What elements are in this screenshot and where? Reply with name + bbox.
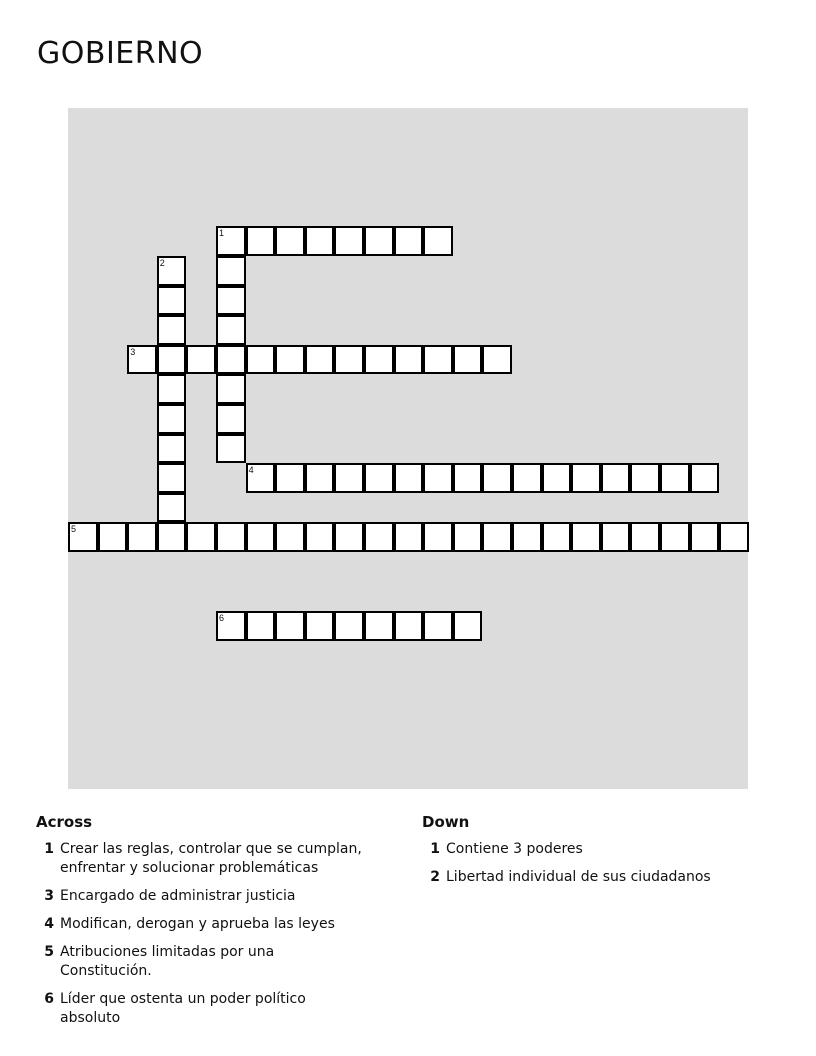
clue-number: 6 — [44, 991, 54, 1007]
crossword-cell[interactable] — [216, 345, 246, 375]
crossword-cell[interactable] — [68, 522, 98, 552]
crossword-cell[interactable] — [423, 611, 453, 641]
crossword-cell[interactable] — [364, 345, 394, 375]
crossword-cell[interactable] — [660, 463, 690, 493]
clue-down-1 — [422, 840, 752, 859]
crossword-cell[interactable] — [305, 611, 335, 641]
crossword-cell[interactable] — [216, 256, 246, 286]
crossword-cell[interactable] — [394, 611, 424, 641]
crossword-cell[interactable] — [690, 463, 720, 493]
crossword-cell[interactable] — [394, 522, 424, 552]
crossword-cell[interactable] — [334, 345, 364, 375]
cell-number: 2 — [159, 258, 165, 268]
crossword-cell[interactable] — [157, 345, 187, 375]
crossword-cell[interactable] — [216, 226, 246, 256]
crossword-cell[interactable] — [305, 463, 335, 493]
crossword-cell[interactable] — [246, 463, 276, 493]
clue-across-4 — [36, 915, 366, 934]
crossword-cell[interactable] — [216, 374, 246, 404]
crossword-cell[interactable] — [216, 404, 246, 434]
crossword-cell[interactable] — [334, 463, 364, 493]
crossword-cell[interactable] — [364, 463, 394, 493]
crossword-cell[interactable] — [364, 522, 394, 552]
crossword-cell[interactable] — [157, 404, 187, 434]
crossword-cell[interactable] — [246, 226, 276, 256]
clue-text: Contiene 3 poderes — [446, 841, 583, 857]
crossword-cell[interactable] — [512, 463, 542, 493]
crossword-cell[interactable] — [630, 463, 660, 493]
crossword-cell[interactable] — [482, 522, 512, 552]
crossword-cell[interactable] — [453, 611, 483, 641]
crossword-cell[interactable] — [216, 611, 246, 641]
crossword-cell[interactable] — [275, 522, 305, 552]
crossword-cell[interactable] — [364, 226, 394, 256]
crossword-cell[interactable] — [216, 286, 246, 316]
crossword-cell[interactable] — [334, 611, 364, 641]
clue-across-3 — [36, 887, 366, 906]
clue-number: 1 — [44, 841, 54, 857]
crossword-cell[interactable] — [157, 286, 187, 316]
clue-across-6 — [36, 990, 366, 1028]
crossword-cell[interactable] — [334, 226, 364, 256]
crossword-cell[interactable] — [394, 345, 424, 375]
crossword-cell[interactable] — [216, 522, 246, 552]
crossword-cell[interactable] — [157, 522, 187, 552]
crossword-cell[interactable] — [186, 345, 216, 375]
crossword-cell[interactable] — [216, 434, 246, 464]
crossword-cell[interactable] — [364, 611, 394, 641]
down-heading: Down — [422, 813, 470, 831]
crossword-cell[interactable] — [453, 463, 483, 493]
crossword-cell[interactable] — [157, 493, 187, 523]
crossword-cell[interactable] — [571, 463, 601, 493]
cell-number: 3 — [130, 346, 136, 357]
crossword-cell[interactable] — [423, 522, 453, 552]
crossword-cell[interactable] — [719, 522, 749, 552]
crossword-cell[interactable] — [275, 226, 305, 256]
crossword-cell[interactable] — [246, 345, 276, 375]
down-clues — [422, 813, 752, 896]
clue-text: Líder que ostenta un poder político absoluto — [60, 991, 306, 1026]
crossword-grid — [68, 108, 748, 789]
clue-across-1 — [36, 840, 366, 878]
crossword-cell[interactable] — [453, 345, 483, 375]
clue-down-2 — [422, 868, 752, 887]
clue-text: Libertad individual de sus ciudadanos — [446, 869, 711, 885]
clue-number: 4 — [44, 916, 54, 932]
crossword-cell[interactable] — [157, 374, 187, 404]
crossword-cell[interactable] — [571, 522, 601, 552]
across-clues — [36, 813, 366, 1037]
crossword-cell[interactable] — [660, 522, 690, 552]
crossword-cell[interactable] — [246, 611, 276, 641]
crossword-cell[interactable] — [512, 522, 542, 552]
clue-text: Atribuciones limitadas por una Constitución. — [60, 944, 275, 979]
crossword-cell[interactable] — [305, 226, 335, 256]
crossword-cell[interactable] — [305, 522, 335, 552]
across-heading: Across — [36, 813, 93, 831]
crossword-cell[interactable] — [127, 522, 157, 552]
clue-number: 3 — [44, 888, 54, 904]
crossword-cell[interactable] — [157, 434, 187, 464]
crossword-cell[interactable] — [542, 463, 572, 493]
crossword-cell[interactable] — [423, 345, 453, 375]
crossword-cell[interactable] — [186, 522, 216, 552]
crossword-cell[interactable] — [601, 522, 631, 552]
crossword-cell[interactable] — [275, 345, 305, 375]
crossword-cell[interactable] — [127, 345, 157, 375]
crossword-cell[interactable] — [334, 522, 364, 552]
clue-text: Encargado de administrar justicia — [60, 888, 296, 904]
crossword-cell[interactable] — [157, 315, 187, 345]
crossword-cell[interactable] — [423, 463, 453, 493]
crossword-cell[interactable] — [98, 522, 128, 552]
clue-number: 1 — [430, 841, 440, 857]
crossword-cell[interactable] — [275, 463, 305, 493]
crossword-cell[interactable] — [423, 226, 453, 256]
crossword-cell[interactable] — [157, 256, 187, 286]
crossword-cell[interactable] — [601, 463, 631, 493]
crossword-cell[interactable] — [630, 522, 660, 552]
crossword-cell[interactable] — [216, 315, 246, 345]
crossword-cell[interactable] — [275, 611, 305, 641]
clue-text: Crear las reglas, controlar que se cumplan, enfrentar y solucionar problemáticas — [60, 841, 362, 876]
page-title: GOBIERNO — [37, 36, 204, 71]
cell-number: 5 — [71, 524, 77, 535]
crossword-cell[interactable] — [482, 345, 512, 375]
cell-number: 4 — [248, 465, 254, 476]
cell-number: 6 — [219, 613, 225, 624]
crossword-cell[interactable] — [246, 522, 276, 552]
crossword-cell[interactable] — [453, 522, 483, 552]
crossword-cell[interactable] — [690, 522, 720, 552]
crossword-cell[interactable] — [394, 226, 424, 256]
clue-text: Modifican, derogan y aprueba las leyes — [60, 916, 335, 932]
crossword-cell[interactable] — [305, 345, 335, 375]
clue-across-5 — [36, 943, 366, 981]
crossword-cell[interactable] — [542, 522, 572, 552]
clue-number: 5 — [44, 944, 54, 960]
crossword-cell[interactable] — [157, 463, 187, 493]
cell-number: 1 — [219, 228, 225, 239]
crossword-cell[interactable] — [482, 463, 512, 493]
clue-number: 2 — [430, 869, 440, 885]
crossword-cell[interactable] — [394, 463, 424, 493]
